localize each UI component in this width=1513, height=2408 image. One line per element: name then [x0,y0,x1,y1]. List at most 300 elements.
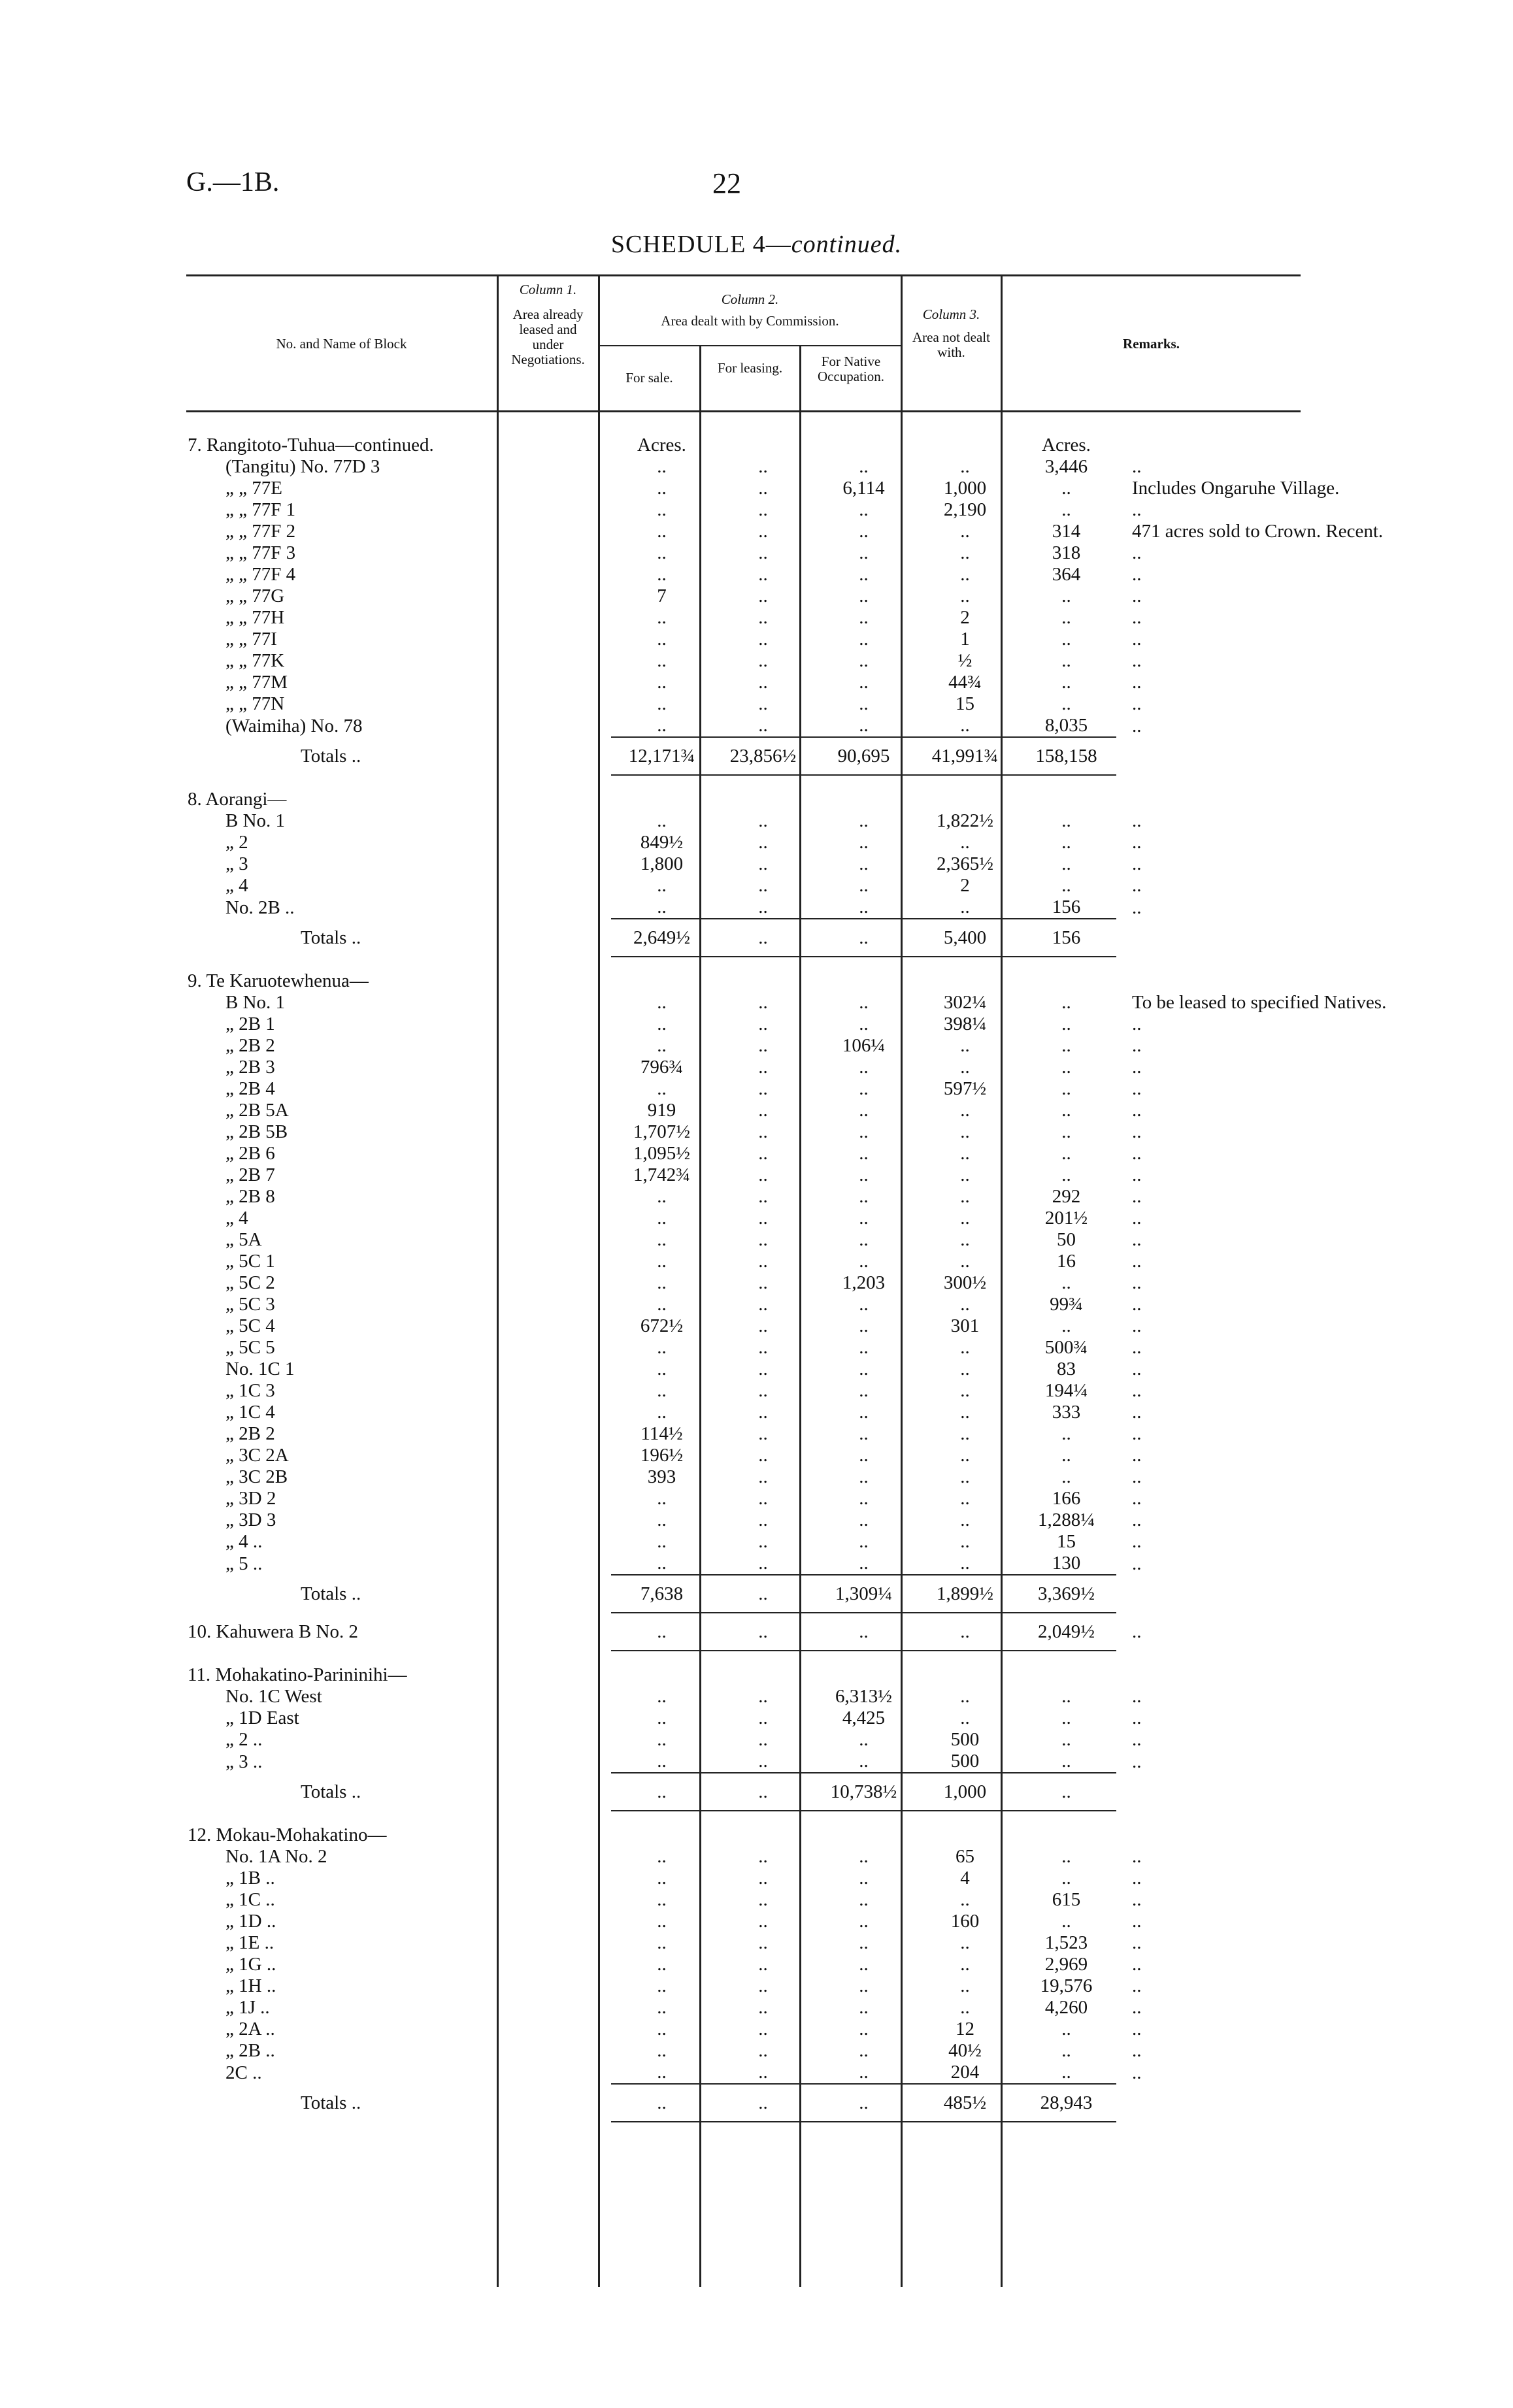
block-name-cell: „ 4 .. [225,1531,263,1552]
value-cell-c3 [814,789,914,810]
value-cell-c5 [1016,789,1116,810]
table-row [186,1911,1452,1932]
value-cell-c5: .. [1061,832,1071,853]
remarks-cell [1116,1664,1452,1686]
table-row [186,1531,1452,1553]
value-cell-c4: 500 [950,1751,980,1772]
block-name-cell: „ 3 [225,853,248,874]
value-cell-c2: .. [758,1057,768,1078]
value-cell-c4: .. [960,1121,970,1142]
table-row [186,2062,1452,2084]
value-cell-c5: 615 [1052,1889,1081,1910]
block-name-cell: „ 5C 5 [225,1337,275,1358]
value-cell-c2 [712,789,814,810]
block-heading-row [186,1664,1452,1686]
remarks-cell [1116,1575,1452,1613]
remarks-cell: .. [1132,1057,1142,1078]
value-cell-c1: 919 [647,1100,676,1121]
value-cell-c1: 1,707½ [633,1121,690,1142]
value-cell-c5: 2,049½ [1016,1613,1116,1651]
value-cell-c4: .. [960,1954,970,1975]
value-cell-c1: .. [657,499,667,520]
value-cell-c3: 6,114 [842,478,885,499]
value-cell-c4: .. [960,586,970,606]
value-cell-c1: .. [657,1531,667,1552]
value-cell-c1: .. [657,875,667,896]
remarks-cell: 471 acres sold to Crown. Recent. [1132,521,1384,542]
value-cell-c3 [814,435,914,456]
block-name-cell: „ „ 77I [225,629,277,650]
table-row [186,478,1452,499]
value-cell-c2: .. [758,1846,768,1867]
value-cell-c5: .. [1061,2040,1071,2061]
block-name-cell: 7. Rangitoto-Tuhua—continued. [188,435,434,455]
remarks-cell: .. [1132,586,1142,606]
schedule-title-main: SCHEDULE 4— [610,231,791,258]
value-cell-c1: .. [611,1613,712,1651]
value-cell-c2: .. [758,1229,768,1250]
value-cell-c4: .. [960,1932,970,1953]
remarks-cell: .. [1132,1100,1142,1121]
block-name-cell: B No. 1 [225,992,286,1013]
table-row [186,1975,1452,1997]
value-cell-c3: .. [859,650,869,671]
value-cell-c3: 4,425 [842,1707,886,1728]
block-name-cell: „ „ 77F 1 [225,499,296,520]
value-cell-c2: .. [712,2084,814,2122]
value-cell-c1: .. [657,1272,667,1293]
value-cell-c4: .. [960,542,970,563]
block-name-cell: „ „ 77H [225,607,285,628]
value-cell-c4: .. [960,1402,970,1423]
totals-row [186,1773,1452,1811]
block-name-cell: „ 5C 3 [225,1294,275,1315]
value-cell-c2 [712,970,814,992]
block-name-cell: „ 1B .. [225,1868,275,1888]
spacer-row [186,1811,1452,1824]
table-row [186,1208,1452,1229]
table-row [186,1186,1452,1208]
table-row [186,1488,1452,1509]
value-cell-c4: .. [960,1337,970,1358]
table-row [186,1337,1452,1359]
value-cell-c3: .. [859,586,869,606]
remarks-cell: .. [1132,1229,1142,1250]
value-cell-c5: .. [1061,693,1071,714]
value-cell-c1: .. [657,1014,667,1034]
block-name-cell: No. 1C West [225,1686,322,1707]
value-cell-c4: 40½ [948,2040,982,2061]
table-row [186,1402,1452,1423]
remarks-cell: .. [1132,810,1142,831]
value-cell-c3: .. [859,629,869,650]
value-cell-c1: .. [657,564,667,585]
value-cell-c2: .. [758,1272,768,1293]
page-number: 22 [712,167,741,199]
block-name-cell: „ 3C 2B [225,1466,288,1487]
col3-desc: Area not dealt with. [912,329,990,360]
value-cell-c2: .. [758,1143,768,1164]
value-cell-c4: .. [960,1509,970,1530]
value-cell-c4: ½ [957,650,973,671]
value-cell-c2 [712,1824,814,1846]
value-cell-c1: .. [657,456,667,477]
table-row [186,1729,1452,1751]
value-cell-c4: 1,822½ [937,810,993,831]
value-cell-c3: .. [859,1751,869,1772]
value-cell-c2: .. [758,478,768,499]
block-name-cell: „ 2B 8 [225,1186,275,1207]
block-name-cell: „ 1E .. [225,1932,274,1953]
value-cell-c3: .. [859,2062,869,2083]
table-row [186,586,1452,607]
value-cell-c3: .. [859,1846,869,1867]
value-cell-c4: .. [960,1423,970,1444]
remarks-cell: .. [1132,1729,1142,1750]
table-row [186,693,1452,715]
value-cell-c5: .. [1061,1078,1071,1099]
value-cell-c2: .. [758,1294,768,1315]
remarks-cell: .. [1132,564,1142,585]
value-cell-c2: .. [758,1078,768,1099]
table-row [186,810,1452,832]
table-row [186,542,1452,564]
remarks-cell: .. [1132,875,1142,896]
block-name-cell: 10. Kahuwera B No. 2 [188,1621,358,1642]
remarks-cell: .. [1132,1272,1142,1293]
value-cell-c1: 393 [647,1466,676,1487]
col1-title [498,282,598,297]
value-cell-c5: .. [1061,1100,1071,1121]
table-row [186,992,1452,1014]
value-cell-c5: 158,158 [1016,737,1116,775]
value-cell-c3: .. [859,1359,869,1379]
value-cell-c5: 4,260 [1044,1997,1088,2018]
value-cell-c1: .. [657,992,667,1013]
value-cell-c3: .. [859,2040,869,2061]
value-cell-c4 [914,789,1016,810]
value-cell-c4: 15 [956,693,974,714]
value-cell-c3: .. [859,1889,869,1910]
value-cell-c3: 106¼ [842,1035,886,1056]
value-cell-c4: 5,400 [914,919,1016,957]
value-cell-c5: 201½ [1044,1208,1088,1229]
remarks-cell: .. [1132,1445,1142,1466]
value-cell-c2: .. [758,1445,768,1466]
value-cell-c3: .. [859,1057,869,1078]
value-cell-c4: 1 [960,629,970,650]
value-cell-c5: 50 [1057,1229,1076,1250]
value-cell-c5 [1016,970,1116,992]
value-cell-c2: .. [758,715,768,736]
remarks-cell [1116,737,1452,775]
block-name-cell: „ „ 77E [225,478,282,499]
for-leasing-header: For leasing. [717,360,783,376]
value-cell-c4: 12 [956,2019,974,2039]
remarks-cell: .. [1132,1997,1142,2018]
block-name-cell: „ „ 77F 2 [225,521,296,542]
value-cell-c2: .. [758,1014,768,1034]
value-cell-c4: .. [960,1359,970,1379]
value-cell-c2: .. [758,992,768,1013]
value-cell-c4: .. [960,1466,970,1487]
remarks-cell: .. [1132,1359,1142,1379]
value-cell-c2: .. [758,1975,768,1996]
value-cell-c1: .. [657,1846,667,1867]
table-row [186,853,1452,875]
value-cell-c5: .. [1061,629,1071,650]
value-cell-c2: .. [758,1121,768,1142]
block-name-cell: „ 1J .. [225,1997,270,2018]
table-row [186,1272,1452,1294]
value-cell-c1: 114½ [640,1423,683,1444]
value-cell-c1: Acres. [637,435,686,455]
remarks-cell: .. [1132,1294,1142,1315]
block-name-cell: „ „ 77N [225,693,285,714]
value-cell-c4: .. [960,564,970,585]
value-cell-c5: .. [1061,1035,1071,1056]
value-cell-c4: .. [960,1035,970,1056]
value-cell-c5: .. [1061,1868,1071,1888]
value-cell-c4: .. [960,1294,970,1315]
remarks-cell [1116,789,1452,810]
remarks-cell [1116,435,1452,456]
value-cell-c2: .. [758,1553,768,1574]
remarks-cell: .. [1132,853,1142,874]
remarks-cell: .. [1132,2062,1142,2083]
col2-title-text: Column 2. [721,291,779,307]
value-cell-c1: .. [657,1229,667,1250]
value-cell-c4: .. [960,1208,970,1229]
value-cell-c2: .. [758,693,768,714]
value-cell-c3: .. [859,1078,869,1099]
block-heading-row [186,1824,1452,1846]
value-cell-c4: .. [960,1997,970,2018]
value-cell-c3: .. [859,1100,869,1121]
value-cell-c2: .. [758,1751,768,1772]
col3-title [902,307,1001,322]
value-cell-c4 [914,1664,1016,1686]
value-cell-c2: .. [758,1729,768,1750]
block-name-cell: „ 2B 5A [225,1100,289,1121]
value-cell-c5: .. [1061,1445,1071,1466]
table-row [186,897,1452,919]
value-cell-c4: 1,000 [943,478,987,499]
value-cell-c3: 90,695 [814,737,914,775]
remarks-cell: .. [1132,1315,1142,1336]
table-row [186,2019,1452,2040]
value-cell-c2: .. [712,1613,814,1651]
value-cell-c1: .. [657,1509,667,1530]
value-cell-c1: .. [657,1729,667,1750]
remarks-cell: .. [1132,1868,1142,1888]
remarks-cell: .. [1132,2040,1142,2061]
value-cell-c1: .. [657,1488,667,1509]
spacer-row [186,1651,1452,1664]
remarks-cell: .. [1132,1621,1142,1642]
remarks-cell: .. [1132,1553,1142,1574]
block-name-cell: „ 2B 4 [225,1078,275,1099]
table-row [186,1932,1452,1954]
value-cell-c5: 130 [1052,1553,1081,1574]
value-cell-c3: .. [859,607,869,628]
value-cell-c5: 2,969 [1044,1954,1088,1975]
value-cell-c5: .. [1016,1773,1116,1811]
value-cell-c5: .. [1061,650,1071,671]
value-cell-c4: .. [960,1488,970,1509]
value-cell-c1: 2,649½ [611,919,712,957]
table-row [186,607,1452,629]
value-cell-c5: .. [1061,1014,1071,1034]
value-cell-c4: 302¼ [943,992,987,1013]
value-cell-c4: 65 [956,1846,974,1867]
value-cell-c2: .. [758,810,768,831]
value-cell-c4: 1,000 [914,1773,1016,1811]
value-cell-c1: .. [657,1035,667,1056]
block-name-cell: „ 5C 2 [225,1272,275,1293]
value-cell-c1: .. [657,2040,667,2061]
value-cell-c3 [814,970,914,992]
value-cell-c4: .. [960,1686,970,1707]
value-cell-c3: .. [859,1466,869,1487]
for-sale-header: For sale. [625,370,673,386]
block-name-cell: „ „ 77F 3 [225,542,296,563]
block-name-cell: No. 1A No. 2 [225,1846,327,1867]
remarks-cell: .. [1132,607,1142,628]
value-cell-c3: 1,203 [842,1272,886,1293]
remarks-cell: .. [1132,693,1142,714]
value-cell-c4: 2 [960,875,970,896]
value-cell-c3: .. [859,1251,869,1272]
value-cell-c3: .. [859,1729,869,1750]
value-cell-c2: .. [758,897,768,917]
schedule-title [0,230,1513,259]
value-cell-c2: .. [758,607,768,628]
remarks-cell: .. [1132,715,1142,736]
spacer-cell [186,775,1452,789]
block-name-cell: „ 4 [225,1208,248,1229]
value-cell-c4: .. [960,1229,970,1250]
value-cell-c1: .. [657,478,667,499]
value-cell-c2: .. [758,1100,768,1121]
totals-row [186,919,1452,957]
value-cell-c5: 8,035 [1044,715,1088,736]
value-cell-c3: .. [859,832,869,853]
value-cell-c2 [712,1664,814,1686]
value-cell-c1: 196½ [640,1445,684,1466]
value-cell-c2: .. [712,1575,814,1613]
value-cell-c1: .. [657,1402,667,1423]
value-cell-c4: .. [960,1553,970,1574]
value-cell-c1 [611,1824,712,1846]
value-cell-c2: .. [758,1889,768,1910]
totals-row [186,737,1452,775]
remarks-cell [1116,1824,1452,1846]
block-name-cell: „ „ 77G [225,586,285,606]
value-cell-c4: .. [960,1707,970,1728]
value-cell-c4: .. [960,715,970,736]
schedule-table [186,435,1452,2122]
block-name-cell: B No. 1 [225,810,286,831]
value-cell-c2: .. [758,499,768,520]
value-cell-c3: .. [859,1337,869,1358]
table-row [186,1466,1452,1488]
remarks-cell [1116,2084,1452,2122]
value-cell-c5: .. [1061,1272,1071,1293]
table-row [186,1380,1452,1402]
value-cell-c2: .. [758,1035,768,1056]
table-row [186,1846,1452,1868]
block-name-cell: 12. Mokau-Mohakatino— [188,1824,387,1845]
value-cell-c1: .. [657,542,667,563]
value-cell-c3 [814,1824,914,1846]
value-cell-c5: .. [1061,1686,1071,1707]
value-cell-c1: .. [657,1954,667,1975]
value-cell-c4: 398¼ [943,1014,987,1034]
value-cell-c2: .. [758,1380,768,1401]
value-cell-c5: 83 [1057,1359,1076,1379]
value-cell-c1: .. [657,1380,667,1401]
value-cell-c4: .. [960,1445,970,1466]
remarks-header: Remarks. [1123,336,1180,352]
block-name-cell: 8. Aorangi— [188,789,287,810]
value-cell-c1: 7,638 [611,1575,712,1613]
value-cell-c2: .. [758,564,768,585]
value-cell-c5: 194¼ [1044,1380,1088,1401]
value-cell-c1: 1,800 [640,853,684,874]
value-cell-c5: .. [1061,1121,1071,1142]
value-cell-c1: .. [657,1997,667,2018]
value-cell-c3: .. [859,1315,869,1336]
value-cell-c3: .. [859,1997,869,2018]
table-row [186,1229,1452,1251]
value-cell-c1: 672½ [640,1315,684,1336]
remarks-cell: .. [1132,1337,1142,1358]
value-cell-c3: .. [859,875,869,896]
value-cell-c5: 318 [1052,542,1081,563]
block-name-cell: „ 1G .. [225,1954,276,1975]
value-cell-c5: 19,576 [1040,1975,1093,1996]
remarks-cell: .. [1132,1014,1142,1034]
block-name-cell: (Tangitu) No. 77D 3 [225,456,380,477]
remarks-cell: .. [1132,1954,1142,1975]
value-cell-c3: .. [859,853,869,874]
value-cell-c5: 314 [1052,521,1081,542]
value-cell-c2: .. [758,456,768,477]
value-cell-c5: 99¾ [1050,1294,1083,1315]
value-cell-c4: 597½ [943,1078,987,1099]
spacer-cell [186,1651,1452,1664]
value-cell-c2: .. [758,853,768,874]
remarks-cell: .. [1132,1531,1142,1552]
column2-subheader-rule [598,345,901,346]
value-cell-c3: .. [859,1208,869,1229]
remarks-cell: .. [1132,1402,1142,1423]
block-name-cell: „ 1D .. [225,1911,276,1932]
remarks-cell: .. [1132,1932,1142,1953]
value-cell-c2: .. [758,586,768,606]
value-cell-c4: 160 [950,1911,980,1932]
value-cell-c2 [712,435,814,456]
value-cell-c1: 1,095½ [633,1143,690,1164]
value-cell-c3: .. [859,1229,869,1250]
value-cell-c1: .. [657,810,667,831]
value-cell-c3: .. [859,1911,869,1932]
remarks-cell: .. [1132,1143,1142,1164]
value-cell-c4: .. [960,1380,970,1401]
value-cell-c3: .. [859,992,869,1013]
value-cell-c4: .. [960,1889,970,1910]
